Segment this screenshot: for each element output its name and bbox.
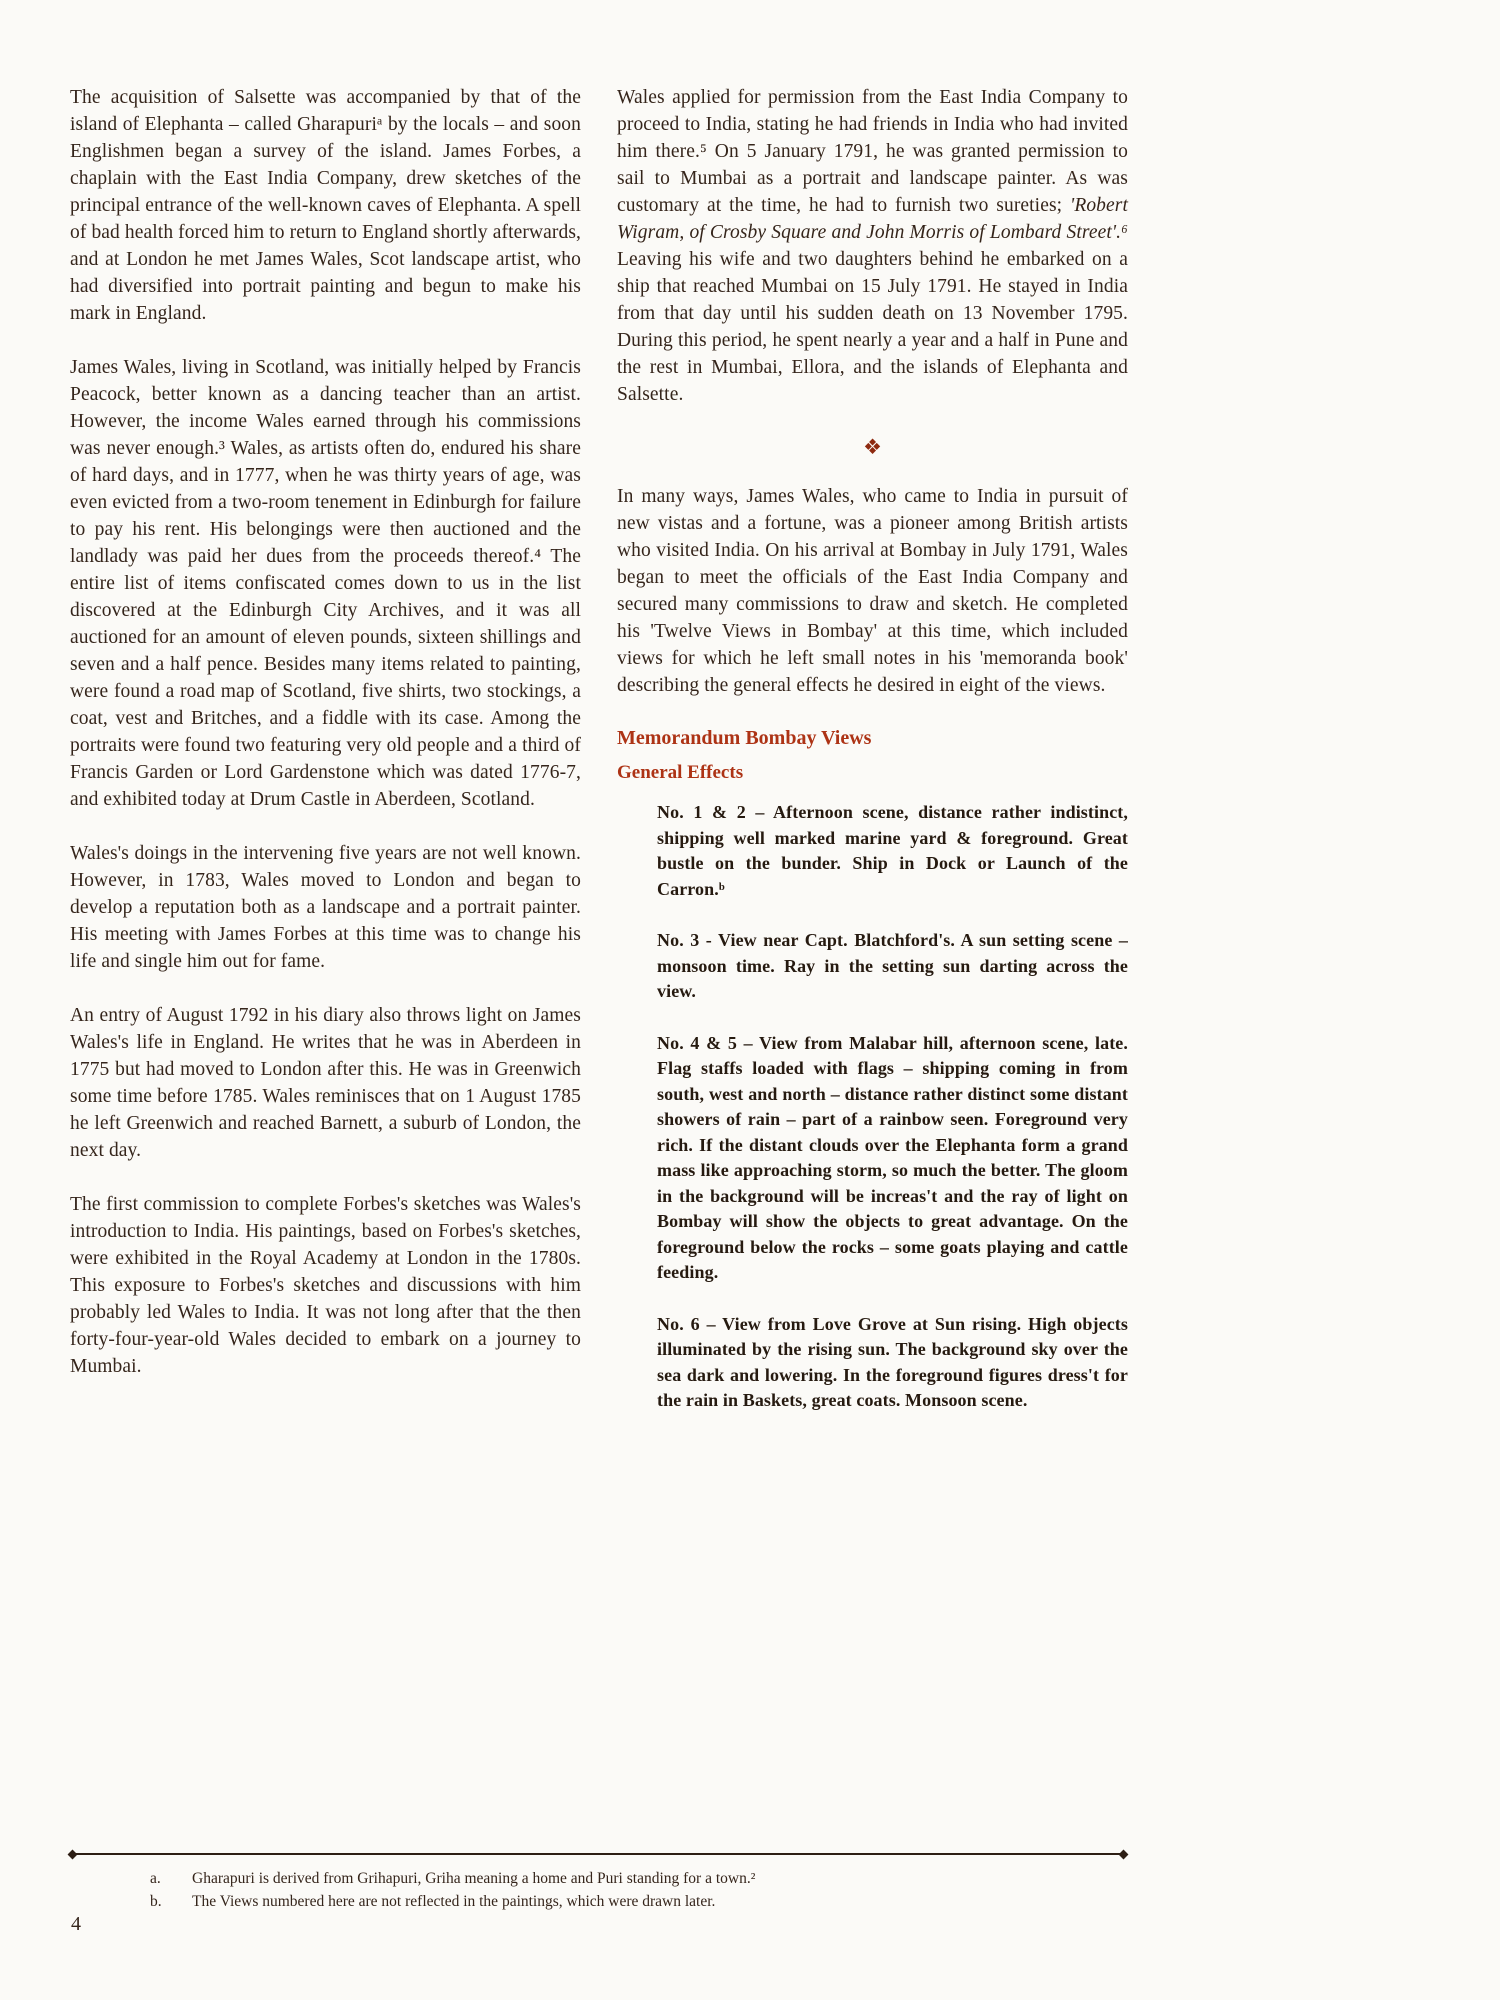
page-content xyxy=(70,84,1128,1440)
body-paragraph: The first commission to complete Forbes's sketches was Wales's introduction to India. His paintings, based on Forbes's sketches, were exhibited in the Royal Academy at London in the 1780s. This exposure to Forbes's sketches and discussions with him probably led Wales to India. It was not long after that the then forty-four-year-old Wales decided to embark on a journey to Mumbai. xyxy=(70,1194,581,1377)
section-divider-ornament xyxy=(617,435,1128,459)
footnote xyxy=(70,1868,1126,1891)
footnote-label: a. xyxy=(150,1870,161,1887)
memo-item: No. 4 & 5 – View from Malabar hill, afternoon scene, late. Flag staffs loaded with flags – shipping coming in from south, west and north – distance rather distinct some distant showers of rain – part of a rainbow seen. Foreground very rich. If the distant clouds over the Elephanta form a grand mass like approaching storm, so much the better. The gloom in the background will be increas't and the ray of light on Bombay will show the objects to great advantage. On the foreground below the rocks – some goats playing and cattle feeding. xyxy=(657,1032,1128,1282)
memo-item: No. 3 - View near Capt. Blatchford's. A sun setting scene – monsoon time. Ray in the setting sun darting across the view. xyxy=(657,930,1128,1001)
memoranda-list xyxy=(617,800,1128,1414)
body-paragraph: An entry of August 1792 in his diary also throws light on James Wales's life in England. He writes that he was in Aberdeen in 1775 but had moved to London after this. He was in Greenwich some time before 1785. Wales reminisces that on 1 August 1785 he left Greenwich and reached Barnett, a suburb of London, the next day. xyxy=(70,1005,581,1161)
section-heading: Memorandum Bombay Views xyxy=(617,727,872,749)
body-paragraph: James Wales, living in Scotland, was initially helped by Francis Peacock, better known as a dancing teacher than an artist. However, the income Wales earned through his commissions was never enough.³ Wales, as artists often do, endured his share of hard days, and in 1777, when he was thirty years of age, was even evicted from a two-room tenement in Edinburgh for failure to pay his rent. His belongings were then auctioned and the landlady was paid her dues from the proceeds thereof.⁴ The entire list of items confiscated comes down to us in the list discovered at the Edinburgh City Archives, and it was all auctioned for an amount of eleven pounds, sixteen shillings and seven and a half pence. Besides many items related to painting, were found a road map of Scotland, five shirts, two stockings, a coat, vest and Britches, and a fiddle with its case. Among the portraits were found two featuring very old people and a third of Francis Garden or Lord Gardenstone which was dated 1776-7, and exhibited today at Drum Castle in Aberdeen, Scotland. xyxy=(70,357,581,810)
left-column xyxy=(70,84,581,1440)
body-paragraph xyxy=(617,84,1128,408)
paragraph-text: Wales applied for permission from the East India Company to proceed to India, stating he had friends in India who had invited him there.⁵ On 5 January 1791, he was granted permission to sail to Mumbai as a portrait and landscape painter. As was customary at the time, he had to furnish two sureties; xyxy=(617,87,1128,216)
footnotes xyxy=(70,1868,1126,1913)
footnote-label: b. xyxy=(150,1892,162,1910)
footnote xyxy=(70,1891,1126,1914)
body-paragraph: In many ways, James Wales, who came to India in pursuit of new vistas and a fortune, was a pioneer among British artists who visited India. On his arrival at Bombay in July 1791, Wales began to meet the officials of the East India Company and secured many commissions to draw and sketch. He completed his 'Twelve Views in Bombay' at this time, which included views for which he left small notes in his 'memoranda book' describing the general effects he desired in eight of the views. xyxy=(617,486,1128,696)
footnote-text: The Views numbered here are not reflected in the paintings, which were drawn later. xyxy=(192,1892,716,1910)
page-number: 4 xyxy=(71,1913,81,1935)
footnote-divider xyxy=(72,1853,1124,1855)
section-subheading: General Effects xyxy=(617,762,744,783)
fleuron-icon: ❖ xyxy=(863,435,882,459)
paragraph-text: Leaving his wife and two daughters behind he embarked on a ship that reached Mumbai on 15 July 1791. He stayed in India from that day until his sudden death on 13 November 1795. During this period, he spent nearly a year and a half in Pune and the rest in Mumbai, Ellora, and the islands of Elephanta and Salsette. xyxy=(617,249,1128,405)
quoted-sureties-text: 'Robert Wigram, of Crosby Square and John Morris of Lombard Street'.⁶ xyxy=(617,195,1128,243)
body-paragraph: Wales's doings in the intervening five years are not well known. However, in 1783, Wales moved to London and began to develop a reputation both as a landscape and a portrait painter. His meeting with James Forbes at this time was to change his life and single him out for fame. xyxy=(70,843,581,972)
footnote-text: Gharapuri is derived from Grihapuri, Griha meaning a home and Puri standing for a town.² xyxy=(192,1870,756,1887)
right-column xyxy=(617,84,1128,1440)
memo-item: No. 1 & 2 – Afternoon scene, distance rather indistinct, shipping well marked marine yard & foreground. Great bustle on the bunder. Ship in Dock or Launch of the Carron.ᵇ xyxy=(657,802,1128,899)
body-paragraph: The acquisition of Salsette was accompanied by that of the island of Elephanta – called Gharapuriᵃ by the locals – and soon Englishmen began a survey of the island. James Forbes, a chaplain with the East India Company, drew sketches of the principal entrance of the well-known caves of Elephanta. A spell of bad health forced him to return to England shortly afterwards, and at London he met James Wales, Scot landscape artist, who had diversified into portrait painting and begun to make his mark in England. xyxy=(70,87,581,324)
memo-item: No. 6 – View from Love Grove at Sun rising. High objects illuminated by the rising sun. The background sky over the sea dark and lowering. In the foreground figures dress't for the rain in Baskets, great coats. Monsoon scene. xyxy=(657,1313,1128,1410)
